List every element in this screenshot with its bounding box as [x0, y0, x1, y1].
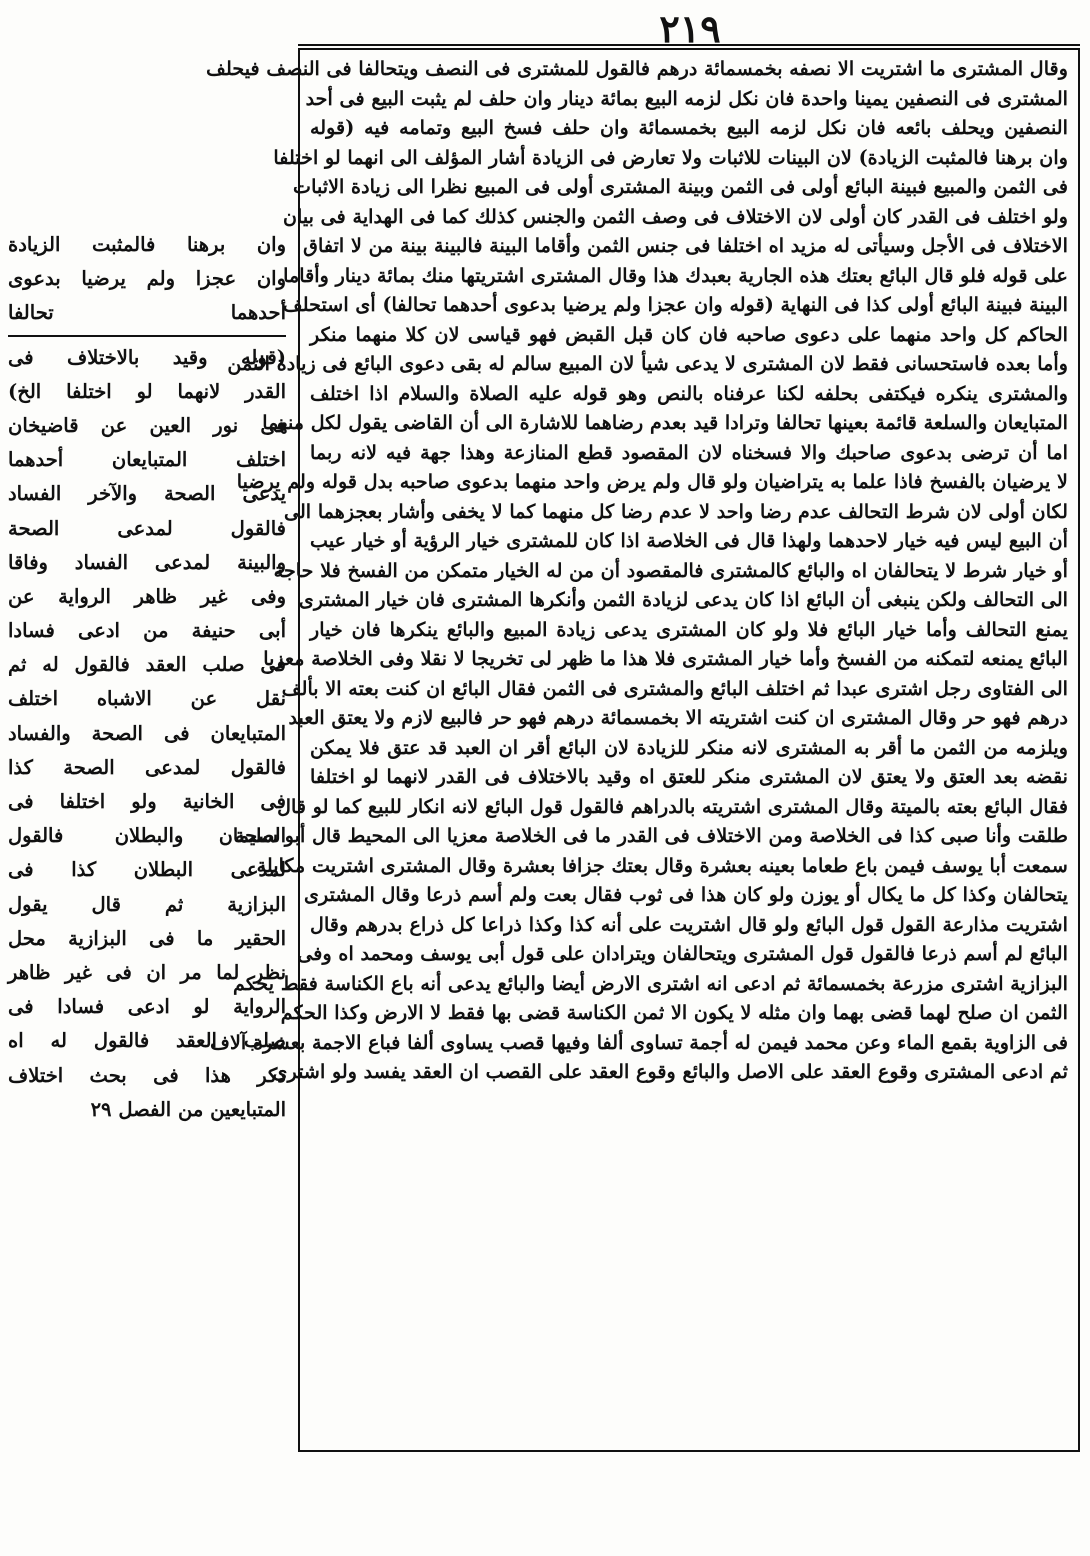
margin-note-line: فالقول لمدعى الصحة — [8, 516, 286, 540]
text-line: يتحالفان وكذا كل ما يكال أو يوزن ولو كان هذا فى ثوب فقال بعت ولم أسم ذرعا وقال المشترى — [304, 883, 1068, 906]
margin-note-line: فى الخانية ولو اختلفا فى — [8, 790, 286, 813]
text-line: فقال البائع بعته بالميتة وقال المشترى اشتريته بالدراهم فالقول قول البائع لانه انكار للبيع كما لو قال — [277, 794, 1068, 818]
text-line: البائع لم أسم ذرعا فالقول قول المشترى ويتحالفان ويترادان على قول أبى يوسف ومحمد اه وفى — [297, 942, 1068, 965]
text-line: طلقت وأنا صبى كذا فى الخلاصة ومن الاختلاف فى القدر ما فى الخلاصة معزيا الى المحيط قال أبو سليمان — [218, 824, 1068, 847]
margin-note-line: المتبايعين من الفصل ٢٩ — [90, 1097, 286, 1121]
margin-note-line: الصحة والبطلان فالقول — [8, 824, 286, 848]
text-line: أو خيار شرط لا يتحالفان اه والبائع كالمشترى فالمقصود أن من له الخيار متمكن من الفسخ فلا حاجة — [273, 558, 1068, 582]
margin-note-line: لمدعى البطلان كذا فى — [8, 858, 286, 882]
margin-note-line: أبى حنيفة من ادعى فسادا — [8, 619, 286, 643]
margin-note-line: فى صلب العقد فالقول له ثم — [8, 653, 286, 677]
margin-note — [8, 341, 286, 1127]
margin-note-line: فى نور العين عن قاضيخان — [8, 413, 286, 437]
frame-top-rule — [298, 44, 1080, 46]
margin-note-line: ذكر هذا فى بحث اختلاف — [8, 1063, 286, 1087]
margin-heading-line: وان عجزا ولم يرضيا بدعوى — [8, 267, 286, 291]
text-line: ولو اختلف فى القدر كان أولى لان الاختلاف فى وصف الثمن والجنس كذلك كما فى الهداية فى بيان — [282, 204, 1068, 228]
text-line: البزازية اشترى مزرعة بخمسمائة ثم ادعى انه اشترى الارض أيضا والبائع يدعى أنه باع الكناسة فقط يحكم — [233, 971, 1068, 995]
margin-note-line: الرواية لو ادعى فسادا فى — [8, 995, 286, 1019]
margin-note-line: (قوله وقيد بالاختلاف فى — [8, 345, 286, 369]
text-line: البينة فبينة البائع أولى كذا فى النهاية (قوله وان عجزا ولم يرضيا بدعوى أحدهما تحالفا) أى استحلف — [282, 293, 1068, 316]
text-line: درهم فهو حر وقال المشترى ان كنت اشتريته الا بخمسمائة درهم فهو حر فالبيع لازم ولا يعتق العبد — [288, 706, 1068, 729]
margin-note-line: اختلف المتبايعان أحدهما — [8, 448, 286, 472]
text-line: الى التحالف ولكن ينبغى أن البائع اذا كان يدعى لزيادة الثمن وأنكرها المشترى فان خيار المشترى — [298, 588, 1068, 611]
margin-note-line: البزازية ثم قال يقول — [8, 892, 286, 916]
margin-note-line: صلب العقد فالقول له اه — [8, 1029, 286, 1053]
text-line: أن البيع ليس فيه خيار لاحدهما ولهذا قال فى الخلاصة اذا كان للمشترى خيار الرؤية أو خيار عيب — [309, 529, 1068, 552]
text-line: لكان أولى لان شرط التحالف عدم رضا واحد لا عدم رضا كل منهما كما لا يخفى وأشار بعجزهما الى — [283, 499, 1068, 523]
text-line: فى الثمن والمبيع فبينة البائع أولى فى الثمن وبينة المشترى أولى فى المبيع نظرا الى زيادة الاثبات — [293, 175, 1068, 198]
text-line: النصفين ويحلف بائعه فان نكل لزمه البيع بخمسمائة وان حلف فسخ البيع وتمامه فيه (قوله — [310, 116, 1068, 139]
margin-heading-line: أحدهما تحالفا — [8, 301, 286, 325]
text-line: الثمن ان صلح لهما قضى بهما وان مثله لا يكون الا ثمن الكناسة قضى بها فقط لا الارض وكذا الحكم — [280, 1001, 1068, 1024]
text-line: المشترى فى النصفين يمينا واحدة فان نكل لزمه البيع بمائة دينار وان حلف لم يثبت البيع فى أحد — [305, 86, 1068, 110]
text-line: ثم ادعى المشترى وقوع العقد على الاصل والبائع وقوع العقد على القصب ان العقد يفسد ولو اشترى — [272, 1060, 1068, 1083]
margin-note-line: نظر لما مر ان فى غير ظاهر — [8, 960, 286, 984]
text-line: والمشترى ينكره فيكتفى بحلفه لكنا عرفناه بالنص وهو قوله عليه الصلاة والسلام اذا اختلف — [310, 381, 1068, 405]
margin-note-line: وفى غير ظاهر الرواية عن — [8, 584, 286, 608]
margin-note-line: الحقير ما فى البزازية محل — [8, 926, 286, 950]
margin-note-line: نقل عن الاشباه اختلف — [8, 687, 286, 711]
text-line: وان برهنا فالمثبت الزيادة) لان البينات للاثبات ولا تعارض فى الزيادة أشار المؤلف الى انهما لو اختلفا — [273, 145, 1068, 169]
margin-note-line: يدعى الصحة والآخر الفساد — [8, 482, 286, 506]
text-line: المتبايعان والسلعة قائمة بعينها تحالفا وترادا قيد بعدم رضاهما للاشارة الى أن القاضى يقول لكل منهما — [262, 411, 1068, 434]
text-line: الاختلاف فى الأجل وسيأتى له مزيد اه اختلفا فى جنس الثمن وأقاما البينة فالبينة بينة من لا اتفاق — [303, 234, 1068, 257]
text-line: ويلزمه من الثمن ما أقر به المشترى لانه منكر للزيادة لان البائع أقر ان العبد قد عتق فلا يمكن — [310, 735, 1068, 759]
text-line: سمعت أبا يوسف فيمن باع طعاما بعينه بعشرة وقال بعتك جزافا بعشرة وقال المشترى اشتريت مكايلة — [256, 853, 1068, 877]
margin-heading-line: وان برهنا فالمثبت الزيادة — [8, 233, 286, 256]
text-line: على قوله فلو قال البائع بعتك هذه الجارية بعبدك هذا وقال المشترى اشتريتها منك بمائة دينار وأقاما — [283, 263, 1068, 287]
text-line: فى الزاوية بقمع الماء وعن محمد فيمن له أجمة تساوى ألفا وفيها قصب يساوى ألفا فباع الاجمة بعشرة آلاف — [210, 1030, 1068, 1054]
text-line: وقال المشترى ما اشتريت الا نصفه بخمسمائة درهم فالقول للمشترى فى النصف ويتحالفا فى النصف فيحلف — [206, 57, 1068, 80]
text-line: نقضه بعد العتق ولا يعتق لان المشترى منكر للعتق اه وقيد بالاختلاف فى القدر لانهما لو اختلفا — [310, 765, 1068, 788]
text-line: لا يرضيان بالفسخ فاذا علما به يتراضيان ولو قال ولم يرض واحد منهما بدعوى صاحبه بدل قوله ولم يرضيا — [236, 470, 1068, 493]
margin-note-line: المتبايعان فى الصحة والفساد — [8, 721, 286, 745]
text-line: البائع يمنعه لتمكنه من الفسخ وأما خيار المشترى فلا هذا ما ظهر لى تخريجا لا نقلا وفى الخلاصة معزيا — [263, 647, 1068, 670]
margin-divider — [8, 335, 286, 337]
text-line: الى الفتاوى رجل اشترى عبدا ثم اختلف البائع والمشترى فى الثمن فقال البائع ان كنت بعته الا بألف — [281, 676, 1068, 700]
margin-heading — [8, 228, 286, 331]
text-line: يمنع التحالف وأما خيار البائع فلا ولو كان المشترى يدعى زيادة المبيع والبائع ينكرها فان خيار — [310, 617, 1068, 641]
margin-note-line: فالقول لمدعى الصحة كذا — [8, 755, 286, 779]
margin-note-line: القدر لانهما لو اختلفا الخ) — [8, 379, 286, 403]
main-text-column — [206, 54, 1068, 1444]
margin-note-line: والبينة لمدعى الفساد وفاقا — [8, 550, 286, 574]
text-line: اما أن ترضى بدعوى صاحبك والا فسخناه لان المقصود قطع المنازعة وهذا جهة فيه لانه ربما — [310, 440, 1068, 464]
text-line: وأما بعده فاستحسانى فقط لان المشترى لا يدعى شيأ لان المبيع سالم له بقى دعوى البائع فى زيادة الثمن — [227, 352, 1068, 375]
margin-column — [8, 228, 286, 1127]
text-line: اشتريت مذارعة القول قول البائع ولو قال اشتريت على أنه كذا وكذا ذراعا كل ذراع بدرهم وقال — [310, 912, 1068, 936]
text-line: الحاكم كل واحد منهما على دعوى صاحبه فان كان قبل القبض فهو قياسى لان كلا منهما منكر — [310, 322, 1068, 346]
page-number: ٢١٩ — [659, 6, 721, 51]
